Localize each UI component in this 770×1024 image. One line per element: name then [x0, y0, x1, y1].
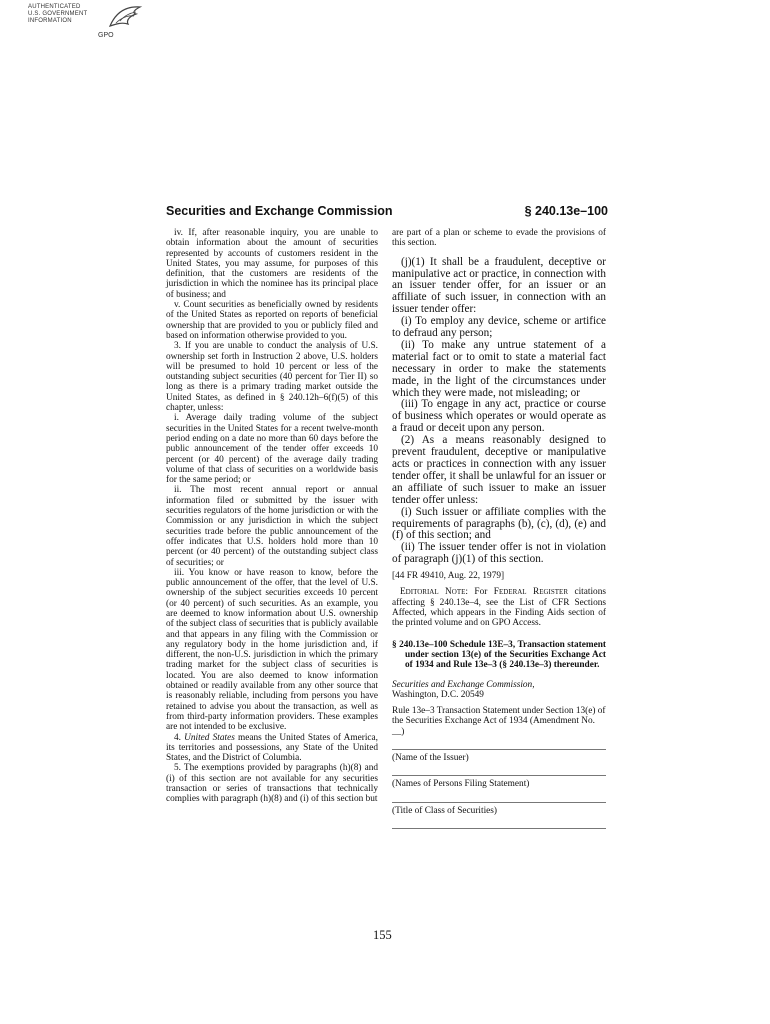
- editorial-note-text: For: [467, 587, 494, 598]
- defined-term: United States: [184, 732, 235, 743]
- paragraph: 5. The exemptions provided by paragraphs (h)(8) and (i) of this section are not available for any securities transaction or series of transactions that technically complies with paragraph (h)(8) and (i) of this section but: [166, 763, 378, 805]
- section-title: Schedule 13E–3, Transaction statement under section 13(e) of the Securities Exchange Act of 1934 and Rule 13e–3 (§ 240.13e–3) thereunder.: [405, 639, 606, 671]
- schedule-form: [392, 680, 606, 829]
- paragraph-definition-united-states: [166, 733, 378, 764]
- form-blank-line: [392, 802, 606, 803]
- section-heading: [392, 640, 606, 671]
- page-number: 155: [373, 928, 392, 942]
- paragraph: (iii) To engage in any act, practice or course of business which operates or would operate as a fraud or deceit upon any person.: [392, 398, 606, 435]
- federal-register-name: Federal Register: [493, 587, 569, 598]
- form-address: Washington, D.C. 20549: [392, 689, 484, 700]
- seal-line-2: U.S. GOVERNMENT: [28, 11, 88, 17]
- paragraph: iv. If, after reasonable inquiry, you are unable to obtain information about the amount of securities represented by accounts of customers resident in the United States, you may assume, for purposes of this definition, that the customers are residents of the jurisdiction in which the nominee has its principal place of business; and: [166, 228, 378, 300]
- paragraph: 3. If you are unable to conduct the analysis of U.S. ownership set forth in Instruction 2 above, U.S. holders will be presumed to hold 10 percent or less of the outstanding subject securities (40 percent for Tier II) so long as there is a primary trading market outside the United States, as defined in § 240.12h–6(f)(5) of this chapter, unless:: [166, 341, 378, 414]
- paragraph-continuation: are part of a plan or scheme to evade the provisions of this section.: [392, 228, 606, 249]
- form-field-label: (Title of Class of Securities): [392, 805, 498, 816]
- paragraph: (ii) To make any untrue statement of a material fact or to omit to state a material fact necessary in order to make the statements made, in the light of the circumstances under which they were made, not misleading; or: [392, 338, 606, 399]
- paragraph: (i) To employ any device, scheme or artifice to defraud any person;: [392, 315, 606, 340]
- running-header-title: Securities and Exchange Commission: [166, 204, 393, 218]
- paragraph: i. Average daily trading volume of the subject securities in the United States for a recent twelve-month period ending on a date no more than 60 days before the public announcement of the tender offer exceeds 10 percent (or 40 percent) of the average daily trading volume of that class of securities on a worldwide basis for the same period; or: [166, 413, 378, 486]
- editorial-note-label: Editorial Note:: [400, 587, 468, 598]
- item-prefix: 4.: [174, 732, 185, 743]
- definition-text: means the United States of America, its territories and possessions, any State of the United States, and the District of Columbia.: [166, 732, 379, 764]
- form-agency: [392, 680, 606, 690]
- paragraph: (i) Such issuer or affiliate complies with the requirements of paragraphs (b), (c), (d), (e) and (f) of this section; and: [392, 505, 606, 542]
- form-field-label: (Names of Persons Filing Statement): [392, 779, 530, 790]
- gpo-mark: GPO: [98, 32, 114, 39]
- right-column: [392, 228, 606, 829]
- form-statement: Rule 13e–3 Transaction Statement under Section 13(e) of the Securities Exchange Act of 1934 (Amendment No. __): [392, 706, 606, 737]
- paragraph: (ii) The issuer tender offer is not in violation of paragraph (j)(1) of this section.: [392, 541, 606, 566]
- form-blank-line: [392, 775, 606, 776]
- paragraph: ii. The most recent annual report or annual information filed or submitted by the issuer with securities regulators of the home jurisdiction or with the Commission or any jurisdiction in which the subject securities trade before the public announcement of the offer indicates that U.S. holders hold more than 10 percent (or 40 percent) of the outstanding subject class of securities; or: [166, 485, 378, 568]
- seal-line-3: INFORMATION: [28, 18, 72, 24]
- paragraph: v. Count securities as beneficially owned by residents of the United States as reported on reports of beneficial ownership that are provided to you or publicly filed and based on information otherwise provided to you.: [166, 300, 378, 341]
- running-header-section: § 240.13e–100: [524, 204, 608, 218]
- section-number: § 240.13e–100: [392, 639, 448, 650]
- gpo-authentication-seal: [28, 4, 148, 48]
- source-citation: [44 FR 49410, Aug. 22, 1979]: [392, 571, 505, 582]
- paragraph: (2) As a means reasonably designed to prevent fraudulent, deceptive or manipulative acts or practices in connection with any issuer tender offer, it shall be unlawful for an issuer or an affiliate of such issuer to make an issuer tender offer unless:: [392, 434, 606, 506]
- form-field-label: (Name of the Issuer): [392, 753, 469, 764]
- eagle-icon: [106, 4, 146, 34]
- paragraph: iii. You know or have reason to know, before the public announcement of the offer, that the level of U.S. ownership of the subject securities exceeds 10 percent (or 40 percent) of such securities. As an example, you are deemed to know information about U.S. ownership of the subject class of securities that is publicly available and that appears in any filing with the Commission or any regulatory body in the home jurisdiction and, if different, the non-U.S. jurisdiction in which the primary trading market for the subject class of securities is located. You are also deemed to know information obtained or readily available from any other source that is reasonably reliable, including from persons you have retained to advise you about the transaction, as well as from third-party information providers. These examples are not intended to be exclusive.: [166, 567, 378, 733]
- form-blank-line: [392, 828, 606, 829]
- editorial-note: [392, 587, 606, 628]
- left-column: [166, 228, 378, 805]
- paragraph: (j)(1) It shall be a fraudulent, deceptive or manipulative act or practice, in connection with an issuer tender offer, for an issuer or an affiliate of such issuer, in connection with an issuer tender offer:: [392, 255, 606, 316]
- editorial-note-text: citations affecting § 240.13e–4, see the List of CFR Sections Affected, which appears in the Finding Aids section of the printed volume and on GPO Access.: [392, 587, 606, 629]
- form-blank-line: [392, 749, 606, 750]
- agency-name: Securities and Exchange Commission,: [392, 679, 535, 690]
- seal-line-1: AUTHENTICATED: [28, 4, 81, 10]
